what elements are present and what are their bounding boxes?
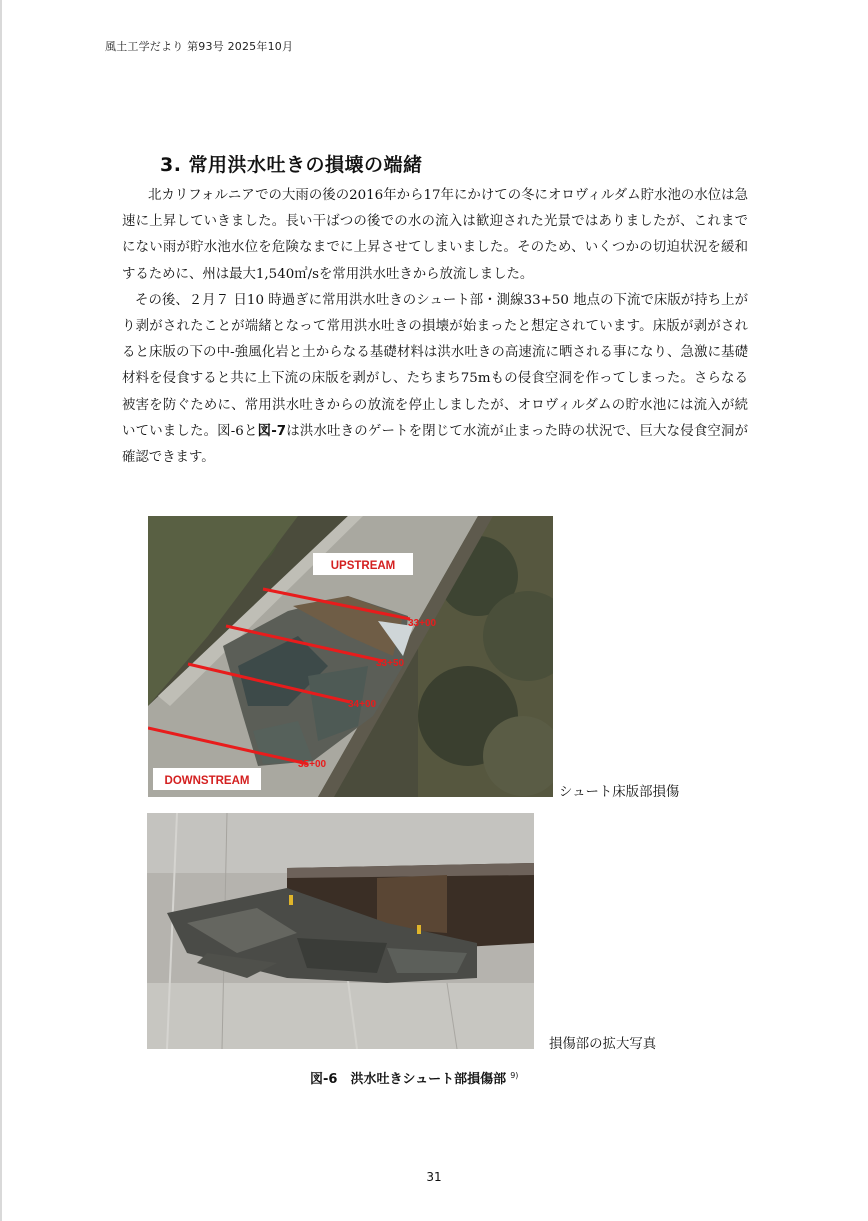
paragraph-1: 北カリフォルニアでの大雨の後の2016年から17年にかけての冬にオロヴィルダム貯水池の水位は急速に上昇していきました。長い干ばつの後での水の流入は歓迎された光景ではありましたが、これまでにない雨が貯水池水位を危険なまでに上昇させてしまいました。そのため、いくつかの切迫状況を緩和するために、州は最大1,540㎥/sを常用洪水吐きから放流しました。: [122, 188, 748, 282]
page-edge: [0, 0, 2, 1221]
station-label-2: 33+50: [376, 658, 405, 669]
figure-citation: 9): [510, 1070, 519, 1080]
chute-aerial-photo-drawing: [148, 516, 553, 797]
downstream-label: DOWNSTREAM: [164, 775, 250, 787]
figure-caption: [310, 1068, 518, 1087]
damage-closeup-photo-drawing: [147, 813, 534, 1049]
photo1-caption: シュート床版部損傷: [559, 785, 680, 800]
photo2-caption: 損傷部の拡大写真: [549, 1037, 657, 1052]
station-label-4: 35+00: [298, 759, 327, 770]
upstream-label: UPSTREAM: [330, 560, 396, 572]
station-label-3: 34+00: [348, 699, 377, 710]
station-label-1: 33+00: [408, 618, 437, 629]
section-heading: 3. 常用洪水吐きの損壊の端緒: [160, 154, 423, 176]
body-text: [122, 183, 748, 471]
page-number: 31: [426, 1170, 442, 1184]
chute-aerial-photo: [148, 516, 553, 797]
paragraph-2-tail: は洪水吐きのゲートを閉じて水流が止まった時の状況で、巨大な侵食空洞が確認できます。: [122, 423, 749, 466]
damage-closeup-photo: [147, 813, 534, 1049]
figure-reference: 図-7: [257, 423, 287, 439]
running-header: 風土工学だより 第93号 2025年10月: [105, 40, 294, 53]
paragraph-2-main: その後、２月７ 日10 時過ぎに常用洪水吐きのシュート部・測線33+50 地点の下流で床版が持ち上がり剥がされたことが端緒となって常用洪水吐きの損壊が始まったと想定されています。床版が剥がされると床版の下の中-強風化岩と土からなる基礎材料は洪水吐きの高速流に晒される事になり、急激に基礎材料を侵食すると共に上下流の床版を剥がし、たちまち75mもの侵食空洞を作ってしまった。さらなる被害を防ぐために、常用洪水吐きからの放流を停止しましたが、オロヴィルダムの貯水池には流入が続いていました。図-6と: [122, 292, 748, 439]
paragraph-2: [122, 288, 748, 471]
figure-caption-text: 図-6 洪水吐きシュート部損傷部: [310, 1072, 507, 1087]
